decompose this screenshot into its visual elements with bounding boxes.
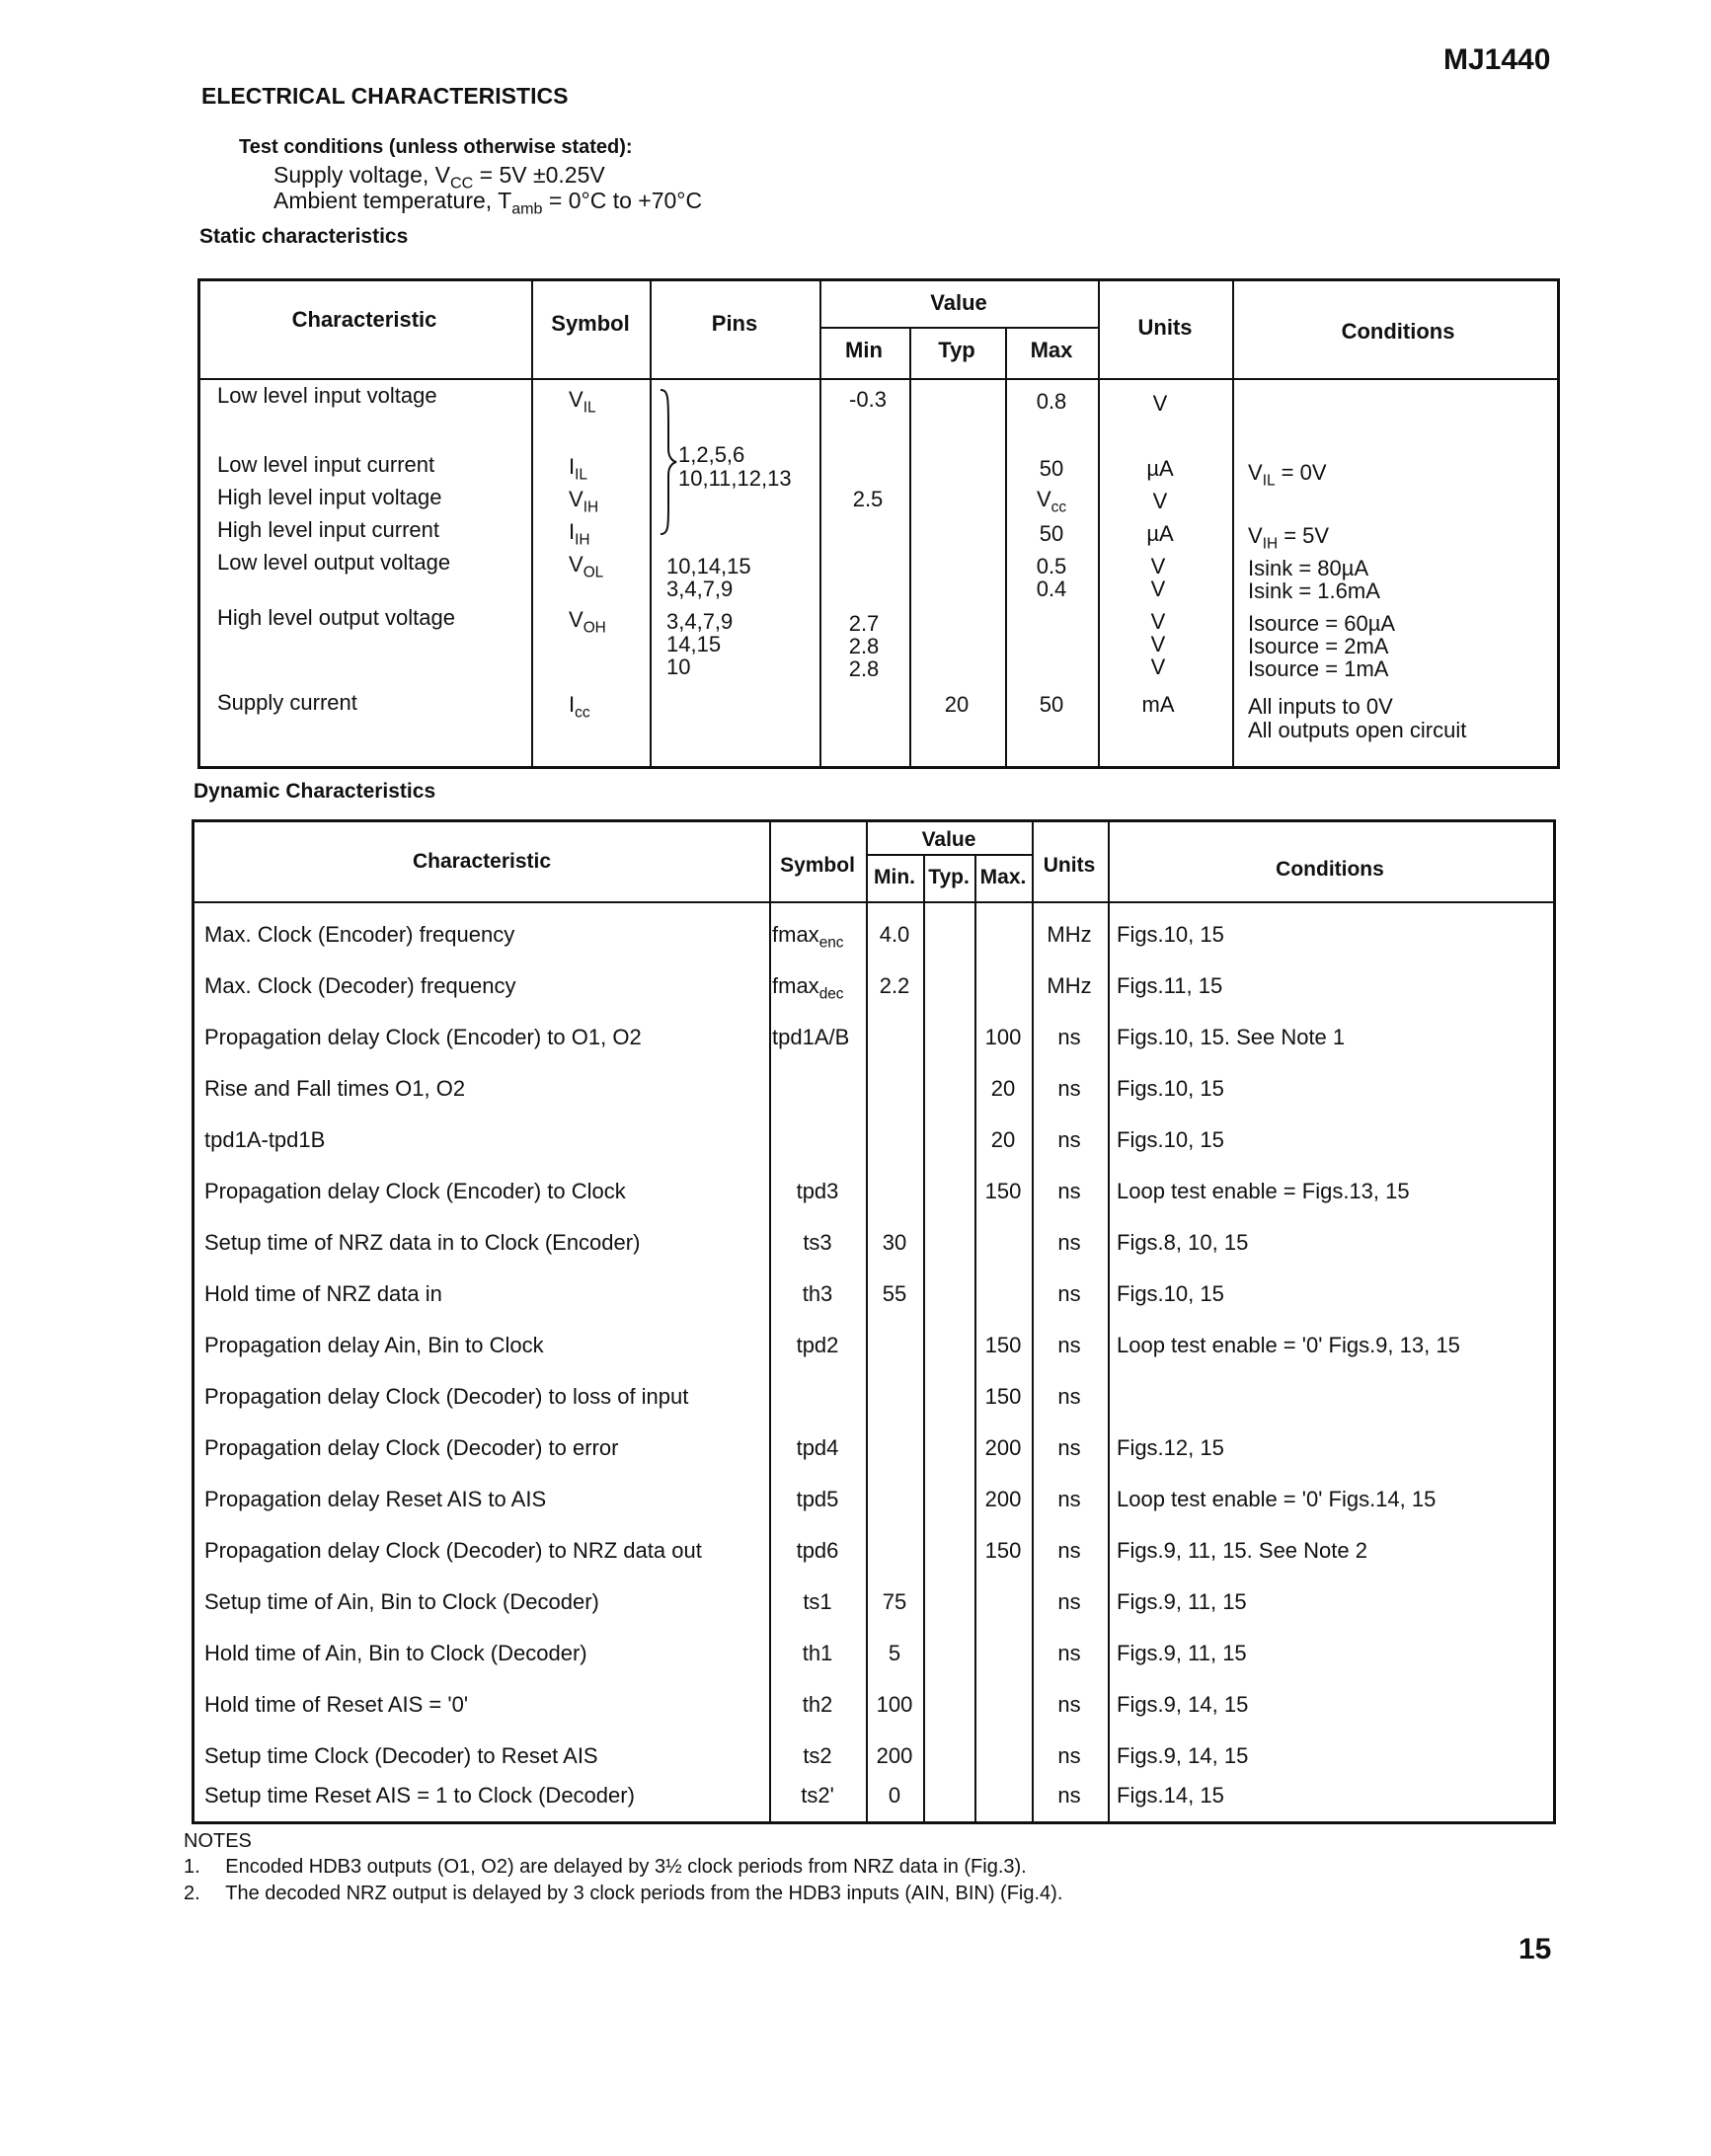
dyn-min-cell: 75 (882, 1589, 907, 1614)
dyn-cond-cell: Figs.9, 11, 15 (1117, 1641, 1247, 1665)
dyn-char-cell: Propagation delay Clock (Encoder) to O1, O2 (204, 1025, 642, 1049)
dyn-min-cell: 4.0 (879, 922, 910, 947)
dyn-symbol-cell: th1 (802, 1641, 833, 1665)
dyn-header-characteristic: Characteristic (412, 850, 552, 873)
dyn-max-cell: 20 (990, 1127, 1016, 1152)
static-char-row-2: Low level input current (217, 452, 435, 477)
static-units-6a: V (1150, 609, 1166, 634)
dyn-char-cell: Propagation delay Clock (Decoder) to loss of input (204, 1384, 689, 1409)
static-min-6a: 2.7 (848, 611, 880, 636)
dyn-cond-cell: Figs.9, 14, 15 (1117, 1743, 1249, 1768)
static-pins-vol-1: 10,14,15 (666, 554, 751, 578)
dyn-min-cell: 200 (876, 1743, 913, 1768)
dyn-max-cell: 150 (984, 1384, 1022, 1409)
dyn-cond-cell: Loop test enable = Figs.13, 15 (1117, 1179, 1410, 1203)
static-typ-7: 20 (944, 692, 970, 717)
note-1-text: Encoded HDB3 outputs (O1, O2) are delayed by 3½ clock periods from NRZ data in (Fig.3). (225, 1856, 1027, 1878)
dyn-cond-cell: Figs.10, 15. See Note 1 (1117, 1025, 1346, 1049)
dyn-min-cell: 5 (888, 1641, 901, 1665)
static-units-6b: V (1150, 632, 1166, 656)
section-title: ELECTRICAL CHARACTERISTICS (201, 83, 569, 109)
dyn-symbol-cell: th2 (802, 1692, 833, 1717)
note-2 (184, 1883, 1062, 1905)
dyn-min-cell: 100 (876, 1692, 913, 1717)
static-header-value: Value (930, 290, 987, 315)
static-header-typ: Typ (938, 338, 975, 362)
table-row (194, 1115, 1553, 1166)
pin-group-brace-icon (655, 388, 678, 536)
part-number: MJ1440 (1443, 43, 1551, 76)
dyn-units-cell: ns (1057, 1333, 1081, 1357)
static-header-pins: Pins (711, 311, 758, 336)
static-units-7: mA (1141, 692, 1175, 717)
ambient-temperature-condition: Ambient temperature, $T_{amb} = 0^\circ C$ to +70°C (273, 188, 703, 218)
static-symbol-5: $V_{OL}$ (569, 552, 604, 581)
static-units-5b: V (1150, 577, 1166, 601)
dyn-min-cell: 30 (882, 1230, 907, 1255)
dyn-char-cell: Setup time Clock (Decoder) to Reset AIS (204, 1743, 598, 1768)
dyn-symbol-cell: ts1 (803, 1589, 832, 1614)
dyn-units-cell: ns (1057, 1025, 1081, 1049)
static-cond-6b: Isource = 2mA (1248, 634, 1389, 658)
static-min-3: 2.5 (852, 487, 884, 511)
static-cond-2: $V_{IL} = 0V$ (1248, 460, 1327, 490)
supply-voltage-condition: Supply voltage, $V_{CC} = 5V \pm 0.25V$ (273, 162, 605, 192)
dyn-symbol-cell: ts2 (803, 1743, 832, 1768)
table-row (194, 1063, 1553, 1115)
table-row (194, 1770, 1553, 1821)
static-symbol-4: $I_{IH}$ (569, 519, 590, 549)
dyn-char-cell: Setup time of NRZ data in to Clock (Encoder) (204, 1230, 641, 1255)
dyn-cond-cell: Figs.8, 10, 15 (1117, 1230, 1249, 1255)
static-units-6c: V (1150, 654, 1166, 679)
dyn-cond-cell: Figs.12, 15 (1117, 1435, 1224, 1460)
static-header-conditions: Conditions (1341, 319, 1455, 344)
static-symbol-1: $V_{IL}$ (569, 387, 596, 417)
note-2-number: 2. (184, 1883, 200, 1904)
dyn-cond-cell: Loop test enable = '0' Figs.14, 15 (1117, 1487, 1437, 1511)
dyn-symbol-cell: ts3 (803, 1230, 832, 1255)
dyn-header-max: Max. (979, 866, 1027, 888)
dynamic-characteristics-table (192, 819, 1556, 1824)
dyn-units-cell: MHz (1047, 922, 1092, 947)
table-row (194, 1474, 1553, 1525)
dyn-cond-cell: Figs.11, 15 (1117, 973, 1223, 998)
static-cond-5b: Isink = 1.6mA (1248, 578, 1380, 603)
static-char-row-4: High level input current (217, 517, 440, 542)
dyn-symbol-cell: tpd6 (796, 1538, 839, 1563)
dyn-cond-cell: Figs.10, 15 (1117, 1127, 1224, 1152)
dyn-symbol-cell: tpd5 (796, 1487, 839, 1511)
notes-title: NOTES (184, 1830, 252, 1852)
dyn-char-cell: Propagation delay Clock (Encoder) to Clock (204, 1179, 626, 1203)
static-pins-voh-1: 3,4,7,9 (666, 609, 734, 634)
static-min-6c: 2.8 (848, 656, 880, 681)
dyn-char-cell: tpd1A-tpd1B (204, 1127, 326, 1152)
dyn-max-cell: 20 (990, 1076, 1016, 1101)
dyn-min-cell: 0 (888, 1783, 901, 1808)
static-pins-vol-2: 3,4,7,9 (666, 577, 734, 601)
static-cond-4: $V_{IH} = 5V$ (1248, 523, 1330, 553)
static-max-3: $V_{cc}$ (1036, 487, 1067, 516)
test-conditions-heading: Test conditions (unless otherwise stated): (239, 136, 633, 158)
table-row (194, 1679, 1553, 1731)
static-units-3: V (1152, 489, 1168, 513)
dyn-char-cell: Setup time Reset AIS = 1 to Clock (Decoder) (204, 1783, 635, 1808)
dyn-cond-cell: Figs.10, 15 (1117, 1076, 1224, 1101)
page-number: 15 (1518, 1933, 1552, 1965)
static-max-7: 50 (1039, 692, 1064, 717)
static-max-5a: 0.5 (1036, 554, 1067, 578)
dyn-char-cell: Max. Clock (Decoder) frequency (204, 973, 516, 998)
note-2-text: The decoded NRZ output is delayed by 3 clock periods from the HDB3 inputs (AIN, BIN) (Fig.4). (225, 1883, 1063, 1904)
static-units-1: V (1152, 391, 1168, 416)
table-row (194, 909, 1553, 961)
dyn-max-cell: 200 (984, 1487, 1022, 1511)
table-row (194, 1525, 1553, 1577)
static-symbol-7: $I_{cc}$ (569, 692, 590, 722)
dyn-cond-cell: Figs.9, 11, 15. See Note 2 (1117, 1538, 1367, 1563)
static-units-4: µA (1146, 521, 1174, 546)
dyn-units-cell: ns (1057, 1076, 1081, 1101)
dyn-header-typ: Typ. (928, 866, 970, 888)
static-header-min: Min (845, 338, 883, 362)
static-symbol-3: $V_{IH}$ (569, 487, 599, 516)
static-pins-voh-2: 14,15 (666, 632, 722, 656)
dyn-units-cell: ns (1057, 1179, 1081, 1203)
dyn-units-cell: ns (1057, 1783, 1081, 1808)
static-cond-6a: Isource = 60µA (1248, 611, 1396, 636)
static-units-5a: V (1150, 554, 1166, 578)
dyn-max-cell: 150 (984, 1538, 1022, 1563)
dyn-min-cell: 2.2 (879, 973, 910, 998)
static-char-row-1: Low level input voltage (217, 383, 437, 408)
dyn-header-value: Value (921, 828, 976, 851)
dyn-max-cell: 200 (984, 1435, 1022, 1460)
dyn-char-cell: Setup time of Ain, Bin to Clock (Decoder) (204, 1589, 599, 1614)
dyn-symbol-cell: tpd2 (796, 1333, 839, 1357)
table-row (194, 1166, 1553, 1217)
table-row (194, 1217, 1553, 1269)
dyn-symbol-cell: fmax$_{dec}$ (772, 973, 844, 1003)
static-characteristics-table (197, 278, 1560, 769)
static-max-2: 50 (1039, 456, 1064, 481)
note-1 (184, 1856, 1027, 1879)
dyn-symbol-cell: fmax$_{enc}$ (772, 922, 844, 952)
dyn-char-cell: Rise and Fall times O1, O2 (204, 1076, 466, 1101)
dyn-char-cell: Propagation delay Reset AIS to AIS (204, 1487, 547, 1511)
table-row (194, 961, 1553, 1012)
dyn-min-cell: 55 (882, 1281, 907, 1306)
table-row (194, 1628, 1553, 1679)
static-char-row-3: High level input voltage (217, 485, 442, 509)
static-char-row-7: Supply current (217, 690, 357, 715)
dyn-cond-cell: Figs.10, 15 (1117, 922, 1224, 947)
dyn-units-cell: ns (1057, 1743, 1081, 1768)
static-min-1: -0.3 (849, 387, 887, 412)
dyn-cond-cell: Figs.9, 11, 15 (1117, 1589, 1247, 1614)
dyn-symbol-cell: tpd1A/B (772, 1025, 850, 1049)
static-symbol-6: $V_{OH}$ (569, 607, 606, 637)
static-max-1: 0.8 (1036, 389, 1067, 414)
static-min-6b: 2.8 (848, 634, 880, 658)
dyn-units-cell: ns (1057, 1384, 1081, 1409)
table-row (194, 1577, 1553, 1628)
static-header-characteristic: Characteristic (291, 307, 437, 332)
dyn-cond-cell: Loop test enable = '0' Figs.9, 13, 15 (1117, 1333, 1460, 1357)
dyn-units-cell: ns (1057, 1435, 1081, 1460)
static-pins-input-2: 10,11,12,13 (678, 466, 792, 491)
dyn-max-cell: 100 (984, 1025, 1022, 1049)
static-cond-6c: Isource = 1mA (1248, 656, 1389, 681)
static-char-row-5: Low level output voltage (217, 550, 451, 575)
static-cond-7a: All inputs to 0V (1248, 694, 1393, 719)
table-row (194, 1012, 1553, 1063)
dyn-symbol-cell: ts2' (801, 1783, 834, 1808)
dyn-cond-cell: Figs.14, 15 (1117, 1783, 1224, 1808)
dyn-units-cell: ns (1057, 1281, 1081, 1306)
static-units-2: µA (1146, 456, 1174, 481)
static-header-symbol: Symbol (551, 311, 630, 336)
dyn-header-min: Min. (874, 866, 915, 888)
dyn-char-cell: Hold time of Reset AIS = '0' (204, 1692, 469, 1717)
note-1-number: 1. (184, 1856, 200, 1878)
dyn-header-units: Units (1043, 854, 1096, 877)
static-symbol-2: $I_{IL}$ (569, 454, 587, 484)
table-row (194, 1320, 1553, 1371)
dyn-symbol-cell: tpd3 (796, 1179, 839, 1203)
static-pins-input-1: 1,2,5,6 (678, 442, 745, 467)
dyn-units-cell: ns (1057, 1641, 1081, 1665)
dyn-char-cell: Hold time of NRZ data in (204, 1281, 442, 1306)
dyn-cond-cell: Figs.9, 14, 15 (1117, 1692, 1249, 1717)
dyn-units-cell: ns (1057, 1538, 1081, 1563)
static-cond-7b: All outputs open circuit (1248, 718, 1467, 742)
dyn-max-cell: 150 (984, 1333, 1022, 1357)
static-header-units: Units (1137, 315, 1193, 340)
dyn-max-cell: 150 (984, 1179, 1022, 1203)
static-max-5b: 0.4 (1036, 577, 1067, 601)
dyn-units-cell: MHz (1047, 973, 1092, 998)
dyn-char-cell: Hold time of Ain, Bin to Clock (Decoder) (204, 1641, 587, 1665)
dyn-units-cell: ns (1057, 1230, 1081, 1255)
dyn-char-cell: Propagation delay Ain, Bin to Clock (204, 1333, 544, 1357)
static-header-max: Max (1030, 338, 1073, 362)
table-row (194, 1371, 1553, 1423)
dyn-units-cell: ns (1057, 1127, 1081, 1152)
dyn-symbol-cell: tpd4 (796, 1435, 839, 1460)
dyn-header-symbol: Symbol (780, 854, 855, 877)
dynamic-characteristics-heading: Dynamic Characteristics (194, 780, 436, 803)
dyn-header-conditions: Conditions (1276, 858, 1384, 881)
dyn-cond-cell: Figs.10, 15 (1117, 1281, 1224, 1306)
table-row (194, 1423, 1553, 1474)
static-cond-5a: Isink = 80µA (1248, 556, 1369, 580)
table-row (194, 1269, 1553, 1320)
static-max-4: 50 (1039, 521, 1064, 546)
static-characteristics-heading: Static characteristics (199, 225, 409, 248)
dyn-units-cell: ns (1057, 1692, 1081, 1717)
dyn-char-cell: Max. Clock (Encoder) frequency (204, 922, 515, 947)
dyn-char-cell: Propagation delay Clock (Decoder) to NRZ data out (204, 1538, 702, 1563)
dyn-units-cell: ns (1057, 1589, 1081, 1614)
dyn-symbol-cell: th3 (802, 1281, 833, 1306)
static-char-row-6: High level output voltage (217, 605, 455, 630)
dyn-units-cell: ns (1057, 1487, 1081, 1511)
dyn-char-cell: Propagation delay Clock (Decoder) to error (204, 1435, 619, 1460)
static-pins-voh-3: 10 (666, 654, 691, 679)
